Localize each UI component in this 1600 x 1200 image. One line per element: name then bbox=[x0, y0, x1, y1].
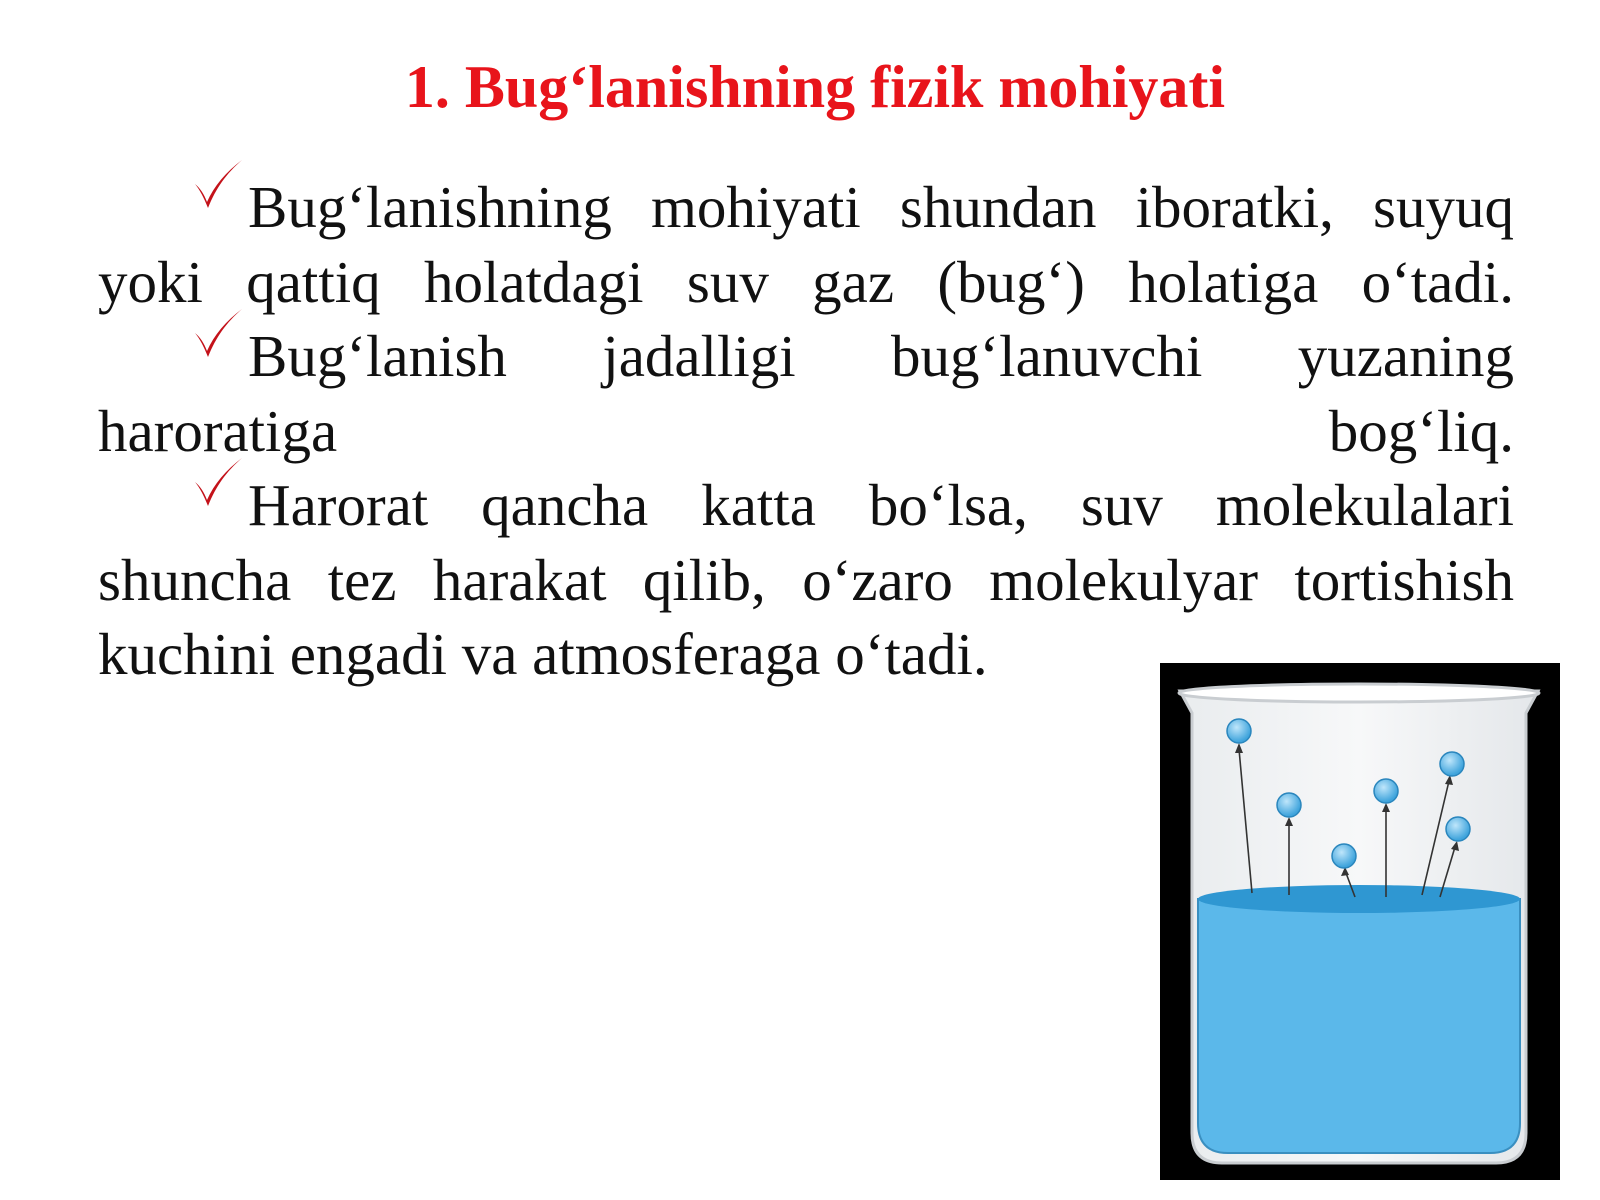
bullet-item bbox=[98, 170, 1514, 319]
bullet-text: Bug‘lanish jadalligi bug‘lanuvchi yuzaning haroratiga bog‘liq. bbox=[98, 323, 1514, 464]
checkmark-icon bbox=[192, 456, 246, 510]
bullet-item bbox=[98, 468, 1514, 692]
bullet-list bbox=[98, 170, 1514, 692]
bullet-item bbox=[98, 319, 1514, 468]
bullet-text: Harorat qancha katta bo‘lsa, suv molekulalari shuncha tez harakat qilib, o‘zaro molekulyar tortishish kuchini engadi va atmosferaga o‘tadi. bbox=[98, 472, 1514, 687]
water-icon bbox=[1198, 885, 1520, 1153]
slide-title: 1. Bug‘lanishning fizik mohiyati bbox=[404, 54, 1226, 120]
bullet-text: Bug‘lanishning mohiyati shundan iboratki, suyuq yoki qattiq holatdagi suv gaz (bug‘) holatiga o‘tadi. bbox=[98, 174, 1514, 315]
beaker-evaporation-illustration bbox=[1160, 663, 1560, 1180]
checkmark-icon bbox=[192, 158, 246, 212]
checkmark-icon bbox=[192, 307, 246, 361]
